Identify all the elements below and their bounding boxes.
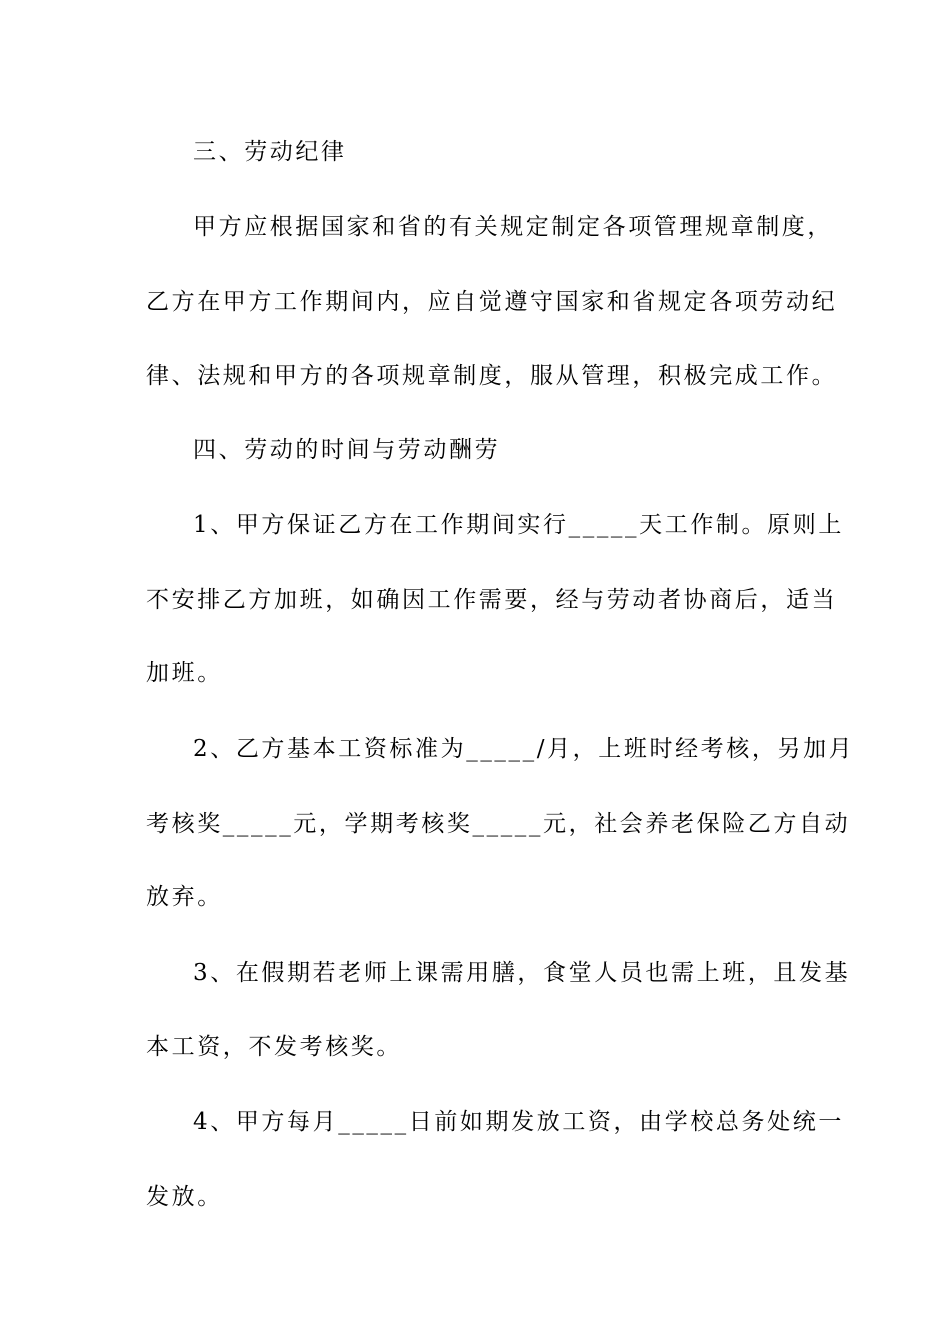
paragraph-line: 不安排乙方加班，如确因工作需要，经与劳动者协商后，适当 <box>146 587 838 613</box>
paragraph-line: 3、在假期若老师上课需用膳，食堂人员也需上班，且发基 <box>193 960 851 986</box>
section-heading-labor-discipline: 三、劳动纪律 <box>193 139 347 165</box>
paragraph-line: 发放。 <box>146 1184 223 1210</box>
paragraph-line: 2、乙方基本工资标准为_____/月，上班时经考核，另加月 <box>193 736 855 762</box>
paragraph-line: 加班。 <box>146 660 223 686</box>
paragraph-line: 放弃。 <box>146 884 223 910</box>
section-heading-working-time-pay: 四、劳动的时间与劳动酬劳 <box>193 437 501 463</box>
paragraph-line: 乙方在甲方工作期间内，应自觉遵守国家和省规定各项劳动纪 <box>146 289 838 315</box>
paragraph-line: 1、甲方保证乙方在工作期间实行_____天工作制。原则上 <box>193 512 844 538</box>
paragraph-line: 本工资，不发考核奖。 <box>146 1034 402 1060</box>
paragraph-line: 甲方应根据国家和省的有关规定制定各项管理规章制度， <box>193 214 833 240</box>
paragraph-line: 考核奖_____元，学期考核奖_____元，社会养老保险乙方自动 <box>146 811 851 837</box>
paragraph-line: 律、法规和甲方的各项规章制度，服从管理，积极完成工作。 <box>146 363 838 389</box>
paragraph-line: 4、甲方每月_____日前如期发放工资，由学校总务处统一 <box>193 1109 844 1135</box>
